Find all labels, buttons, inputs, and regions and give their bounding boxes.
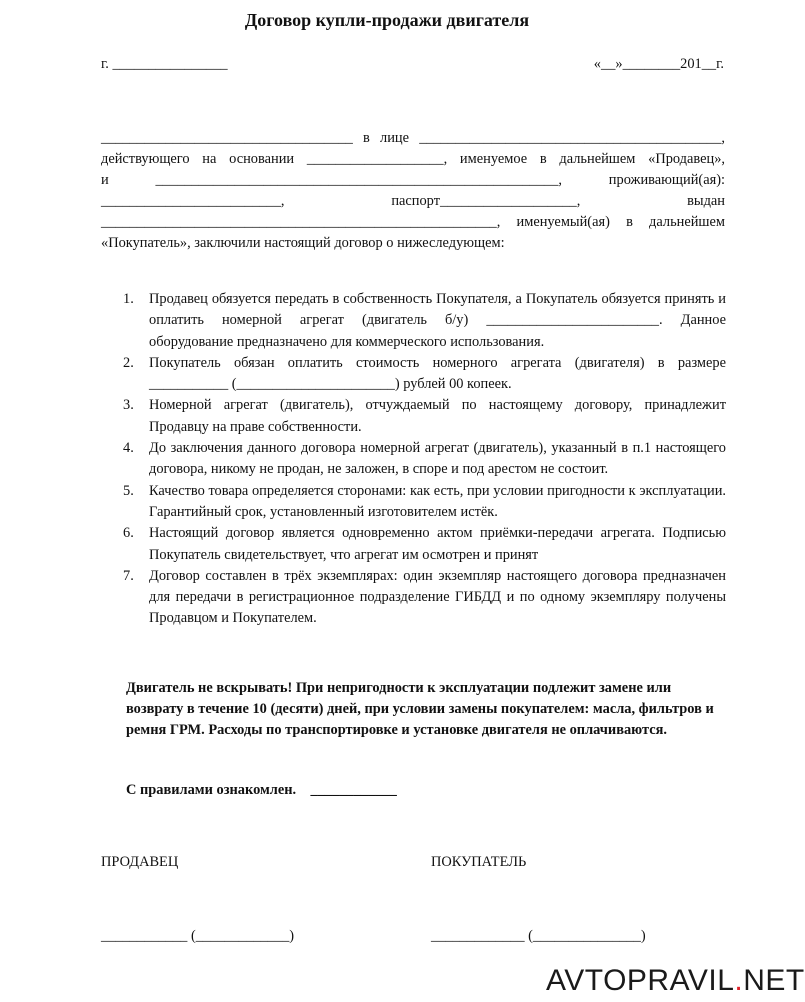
parties-line-3: и ________________________________________________________, проживающий(ая):: [101, 172, 725, 188]
clause-text: Договор составлен в трёх экземплярах: один экземпляр настоящего договора предназначен для передачи в регистрационное подразделение ГИБДД и по одному экземпляру получены Продавцом и Покупателем.: [149, 567, 726, 627]
parties-line-2: действующего на основании ___________________, именуемое в дальнейшем «Продавец»,: [101, 151, 725, 167]
clause-item: [123, 289, 726, 353]
clause-text: Качество товара определяется сторонами: как есть, при условии пригодности к эксплуатации. Гарантийный срок, установленный изготовителем истёк.: [149, 482, 726, 520]
parties-line-4: _________________________, паспорт___________________, выдан: [101, 193, 725, 209]
clause-text: Номерной агрегат (двигатель), отчуждаемый по настоящему договору, принадлежит Продавцу на праве собственности.: [149, 397, 726, 435]
watermark-suffix: NET: [743, 964, 805, 997]
document-title: Договор купли-продажи двигателя: [244, 10, 530, 30]
header-city: г. ________________: [101, 56, 228, 72]
clause-number: 3.: [123, 397, 134, 414]
clause-item: [123, 438, 726, 481]
watermark-dot: .: [734, 964, 744, 997]
watermark-logo: [546, 964, 805, 998]
clause-text: Продавец обязуется передать в собственность Покупателя, а Покупатель обязуется принять и оплатить номерной агрегат (двигатель б/у) ________________________. Данное оборудование предназначено для коммерческого использования.: [149, 291, 726, 350]
clause-number: 4.: [123, 440, 134, 457]
seller-signature-line: ____________ (_____________): [101, 928, 295, 944]
clause-number: 1.: [123, 291, 134, 307]
parties-line-1: ___________________________________ в лице __________________________________________,: [101, 130, 725, 146]
clauses-list: [123, 289, 726, 630]
buyer-signature-line: _____________ (_______________): [431, 928, 646, 944]
clause-item: [123, 523, 726, 566]
clause-text: Настоящий договор является одновременно актом приёмки-передачи агрегата. Подписью Покупатель свидетельствует, что агрегат им осмотрен и принят: [149, 525, 726, 563]
buyer-label: ПОКУПАТЕЛЬ: [431, 854, 527, 870]
clause-item: [123, 481, 726, 524]
seller-label: ПРОДАВЕЦ: [101, 854, 179, 870]
clause-item: [123, 395, 726, 438]
clause-number: 2.: [123, 354, 134, 371]
clause-item: [123, 566, 726, 630]
clause-item: [123, 353, 726, 396]
clause-text: До заключения данного договора номерной агрегат (двигатель), указанный в п.1 настоящего договора, никому не продан, не заложен, в споре и под арестом не состоит.: [149, 440, 726, 478]
clause-number: 5.: [123, 482, 134, 499]
acknowledgement: С правилами ознакомлен. ____________: [126, 782, 397, 798]
clause-number: 6.: [123, 525, 134, 542]
warning-note: Двигатель не вскрывать! При непригодности к эксплуатации подлежит замене или возврату в течение 10 (десяти) дней, при условии замены покупателем: масла, фильтров и ремня ГРМ. Расходы по транспортировке и установке двигателя не оплачиваются.: [126, 680, 714, 738]
parties-line-5: _______________________________________________________, именуемый(ая) в дальнейшем: [101, 214, 725, 230]
header-date: «__»________201__г.: [593, 56, 724, 72]
watermark-text: AVTOPRAVIL: [546, 964, 735, 997]
parties-line-6: «Покупатель», заключили настоящий договор о нижеследующем:: [101, 235, 505, 251]
clause-number: 7.: [123, 567, 134, 584]
clause-text: Покупатель обязан оплатить стоимость номерного агрегата (двигателя) в размере ___________ (______________________) рублей 00 копеек.: [149, 354, 726, 393]
